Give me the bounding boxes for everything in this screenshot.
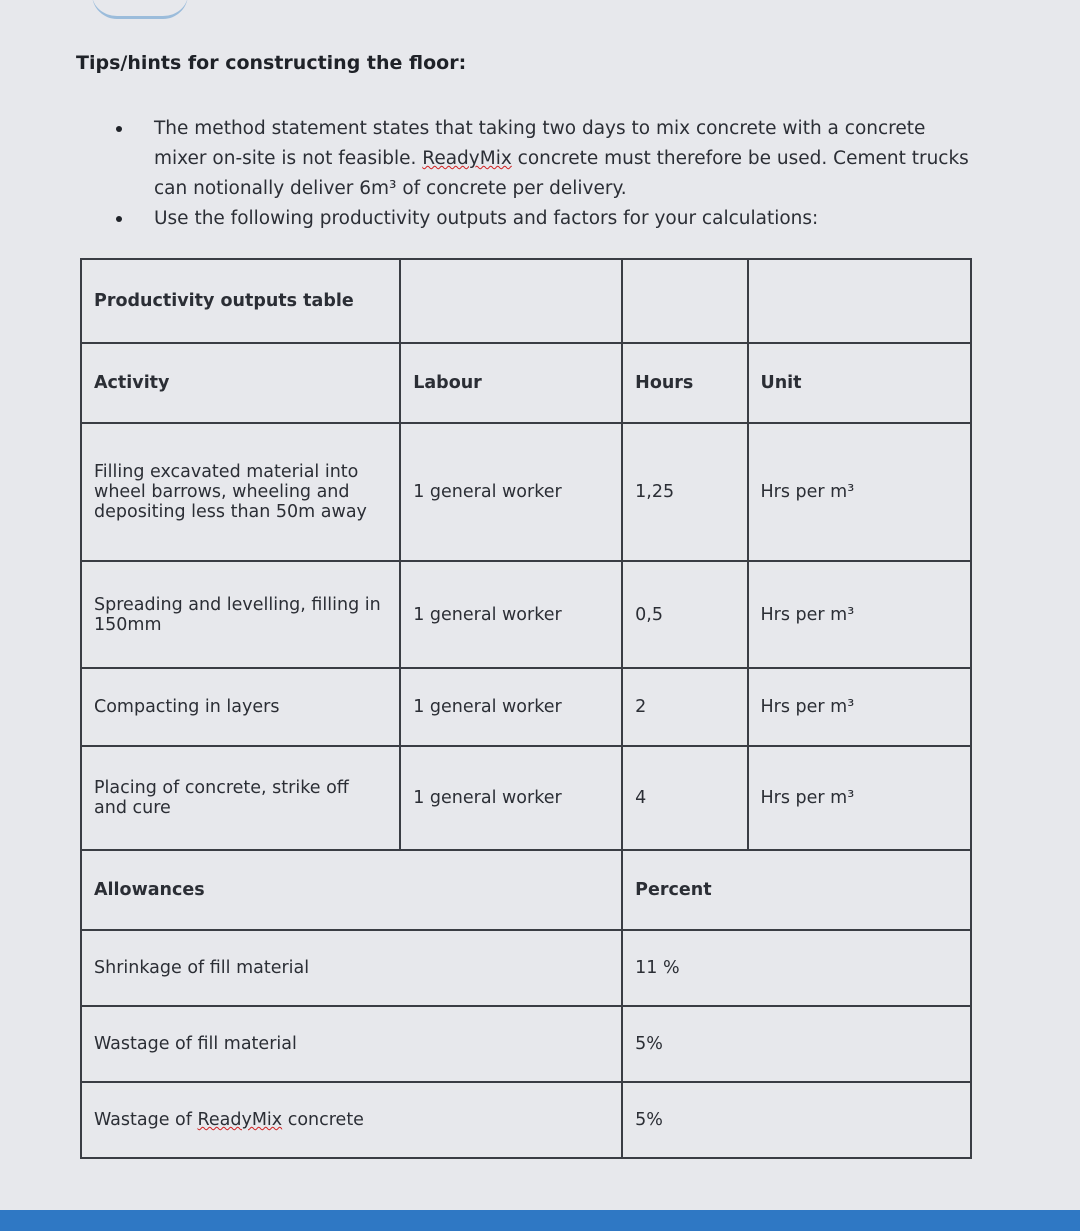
unit-cell: Hrs per m³ [748, 746, 972, 850]
table-row [81, 746, 971, 850]
tip-item [112, 114, 982, 204]
table-row [81, 423, 971, 561]
hours-cell: 4 [622, 746, 747, 850]
allowance-label-suffix: concrete [282, 1110, 364, 1130]
allowance-cell [81, 1082, 622, 1158]
header-hours: Hours [622, 343, 747, 423]
percent-cell: 5% [622, 1082, 971, 1158]
table-title-row [81, 259, 971, 343]
activity-cell: Filling excavated material into wheel barrows, wheeling and depositing less than 50m away [81, 423, 400, 561]
percent-cell: 5% [622, 1006, 971, 1082]
unit-cell: Hrs per m³ [748, 561, 972, 668]
tips-list [112, 114, 982, 234]
table-title: Productivity outputs table [81, 259, 400, 343]
tip-text: The method statement states that taking two days to mix concrete with a concrete mixer on-site is not feasible. [154, 118, 926, 169]
hours-cell: 0,5 [622, 561, 747, 668]
screen-bottom-bar [0, 1210, 1080, 1231]
header-allowances: Allowances [81, 850, 622, 930]
productivity-table [80, 258, 972, 1159]
activity-cell: Spreading and levelling, filling in 150mm [81, 561, 400, 668]
page-heading: Tips/hints for constructing the floor: [76, 52, 467, 74]
tip-text: Use the following productivity outputs and factors for your calculations: [154, 208, 819, 229]
brand-readymix: ReadyMix [422, 148, 512, 169]
empty-cell [622, 259, 747, 343]
header-percent: Percent [622, 850, 971, 930]
unit-cell: Hrs per m³ [748, 668, 972, 746]
header-labour: Labour [400, 343, 622, 423]
table-row [81, 1006, 971, 1082]
allowance-label: Wastage of [94, 1110, 198, 1130]
table-row [81, 561, 971, 668]
table-header-row [81, 343, 971, 423]
allowance-cell: Shrinkage of fill material [81, 930, 622, 1006]
bullet-dot-icon [116, 216, 122, 222]
activity-cell: Placing of concrete, strike off and cure [81, 746, 400, 850]
percent-cell: 11 % [622, 930, 971, 1006]
allowance-cell: Wastage of fill material [81, 1006, 622, 1082]
allowances-header-row [81, 850, 971, 930]
labour-cell: 1 general worker [400, 746, 622, 850]
labour-cell: 1 general worker [400, 668, 622, 746]
header-activity: Activity [81, 343, 400, 423]
bullet-dot-icon [116, 126, 122, 132]
activity-cell: Compacting in layers [81, 668, 400, 746]
table-row [81, 668, 971, 746]
labour-cell: 1 general worker [400, 423, 622, 561]
table-row [81, 930, 971, 1006]
hours-cell: 1,25 [622, 423, 747, 561]
brand-readymix: ReadyMix [197, 1110, 283, 1130]
empty-cell [748, 259, 972, 343]
tip-item [112, 204, 982, 234]
table-row [81, 1082, 971, 1158]
empty-cell [400, 259, 622, 343]
tip-text-cont: concrete must therefore be used. Cement trucks can notionally deliver 6m³ of concrete per delivery. [154, 148, 969, 199]
header-unit: Unit [748, 343, 972, 423]
logo-fragment [92, 0, 188, 19]
unit-cell: Hrs per m³ [748, 423, 972, 561]
hours-cell: 2 [622, 668, 747, 746]
labour-cell: 1 general worker [400, 561, 622, 668]
